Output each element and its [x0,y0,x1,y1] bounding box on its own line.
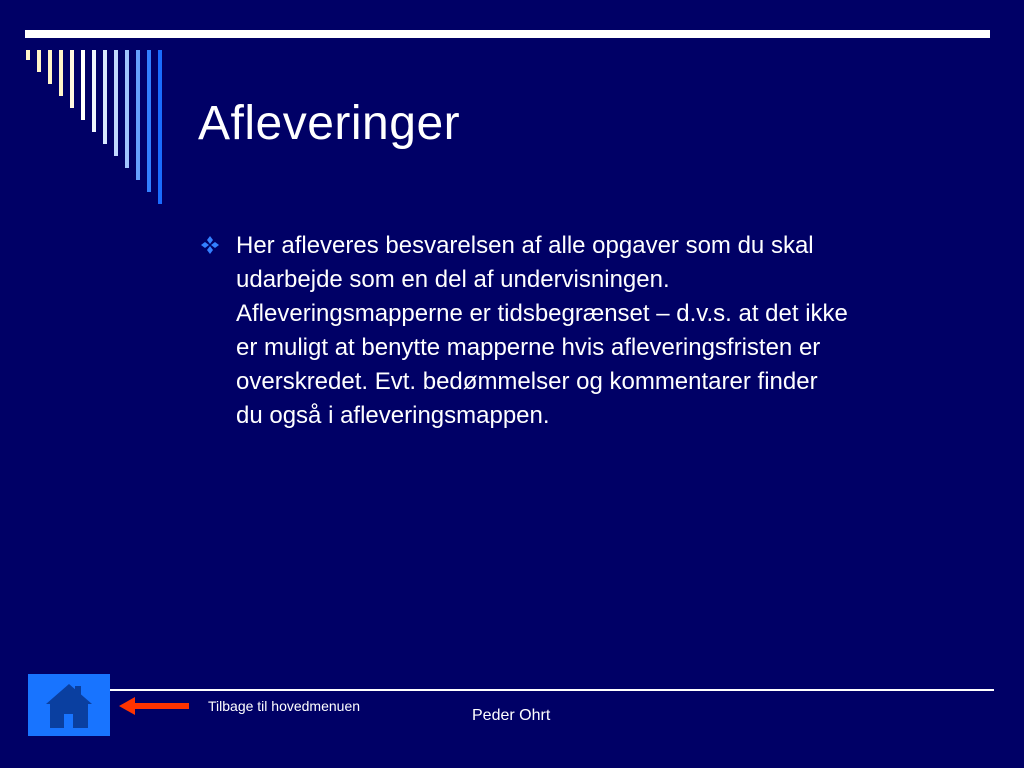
home-icon [28,674,110,736]
bullet-text [236,229,976,433]
bullet-line: udarbejde som en del af undervisningen. [236,266,670,293]
stripe [59,50,63,96]
stripe [92,50,96,132]
stripe [26,50,30,60]
slide-title: Afleveringer [198,97,461,150]
bullet-line: overskredet. Evt. bedømmelser og kommentarer finder [236,368,818,395]
bullet-line: Afleveringsmapperne er tidsbegrænset – d.v.s. at det ikke [236,300,848,327]
stripe [37,50,41,72]
footer-rule [110,689,994,691]
decorative-stripes [0,0,200,210]
stripe [114,50,118,156]
home-button[interactable] [28,674,110,736]
stripe [70,50,74,108]
stripe [147,50,151,192]
stripe [48,50,52,84]
left-arrow-icon[interactable] [117,694,191,718]
bullet-line: er muligt at benytte mapperne hvis afleveringsfristen er [236,334,821,361]
stripe [125,50,129,168]
diamond-bullet-icon [200,235,220,255]
author-name: Peder Ohrt [472,707,551,724]
back-to-main-menu-link[interactable]: Tilbage til hovedmenuen [208,698,361,714]
stripe [158,50,162,204]
bullet-line: Her afleveres besvarelsen af alle opgaver som du skal [236,232,814,259]
stripe [103,50,107,144]
bullet-line: du også i afleveringsmappen. [236,402,550,429]
stripe [81,50,85,120]
stripe [136,50,140,180]
